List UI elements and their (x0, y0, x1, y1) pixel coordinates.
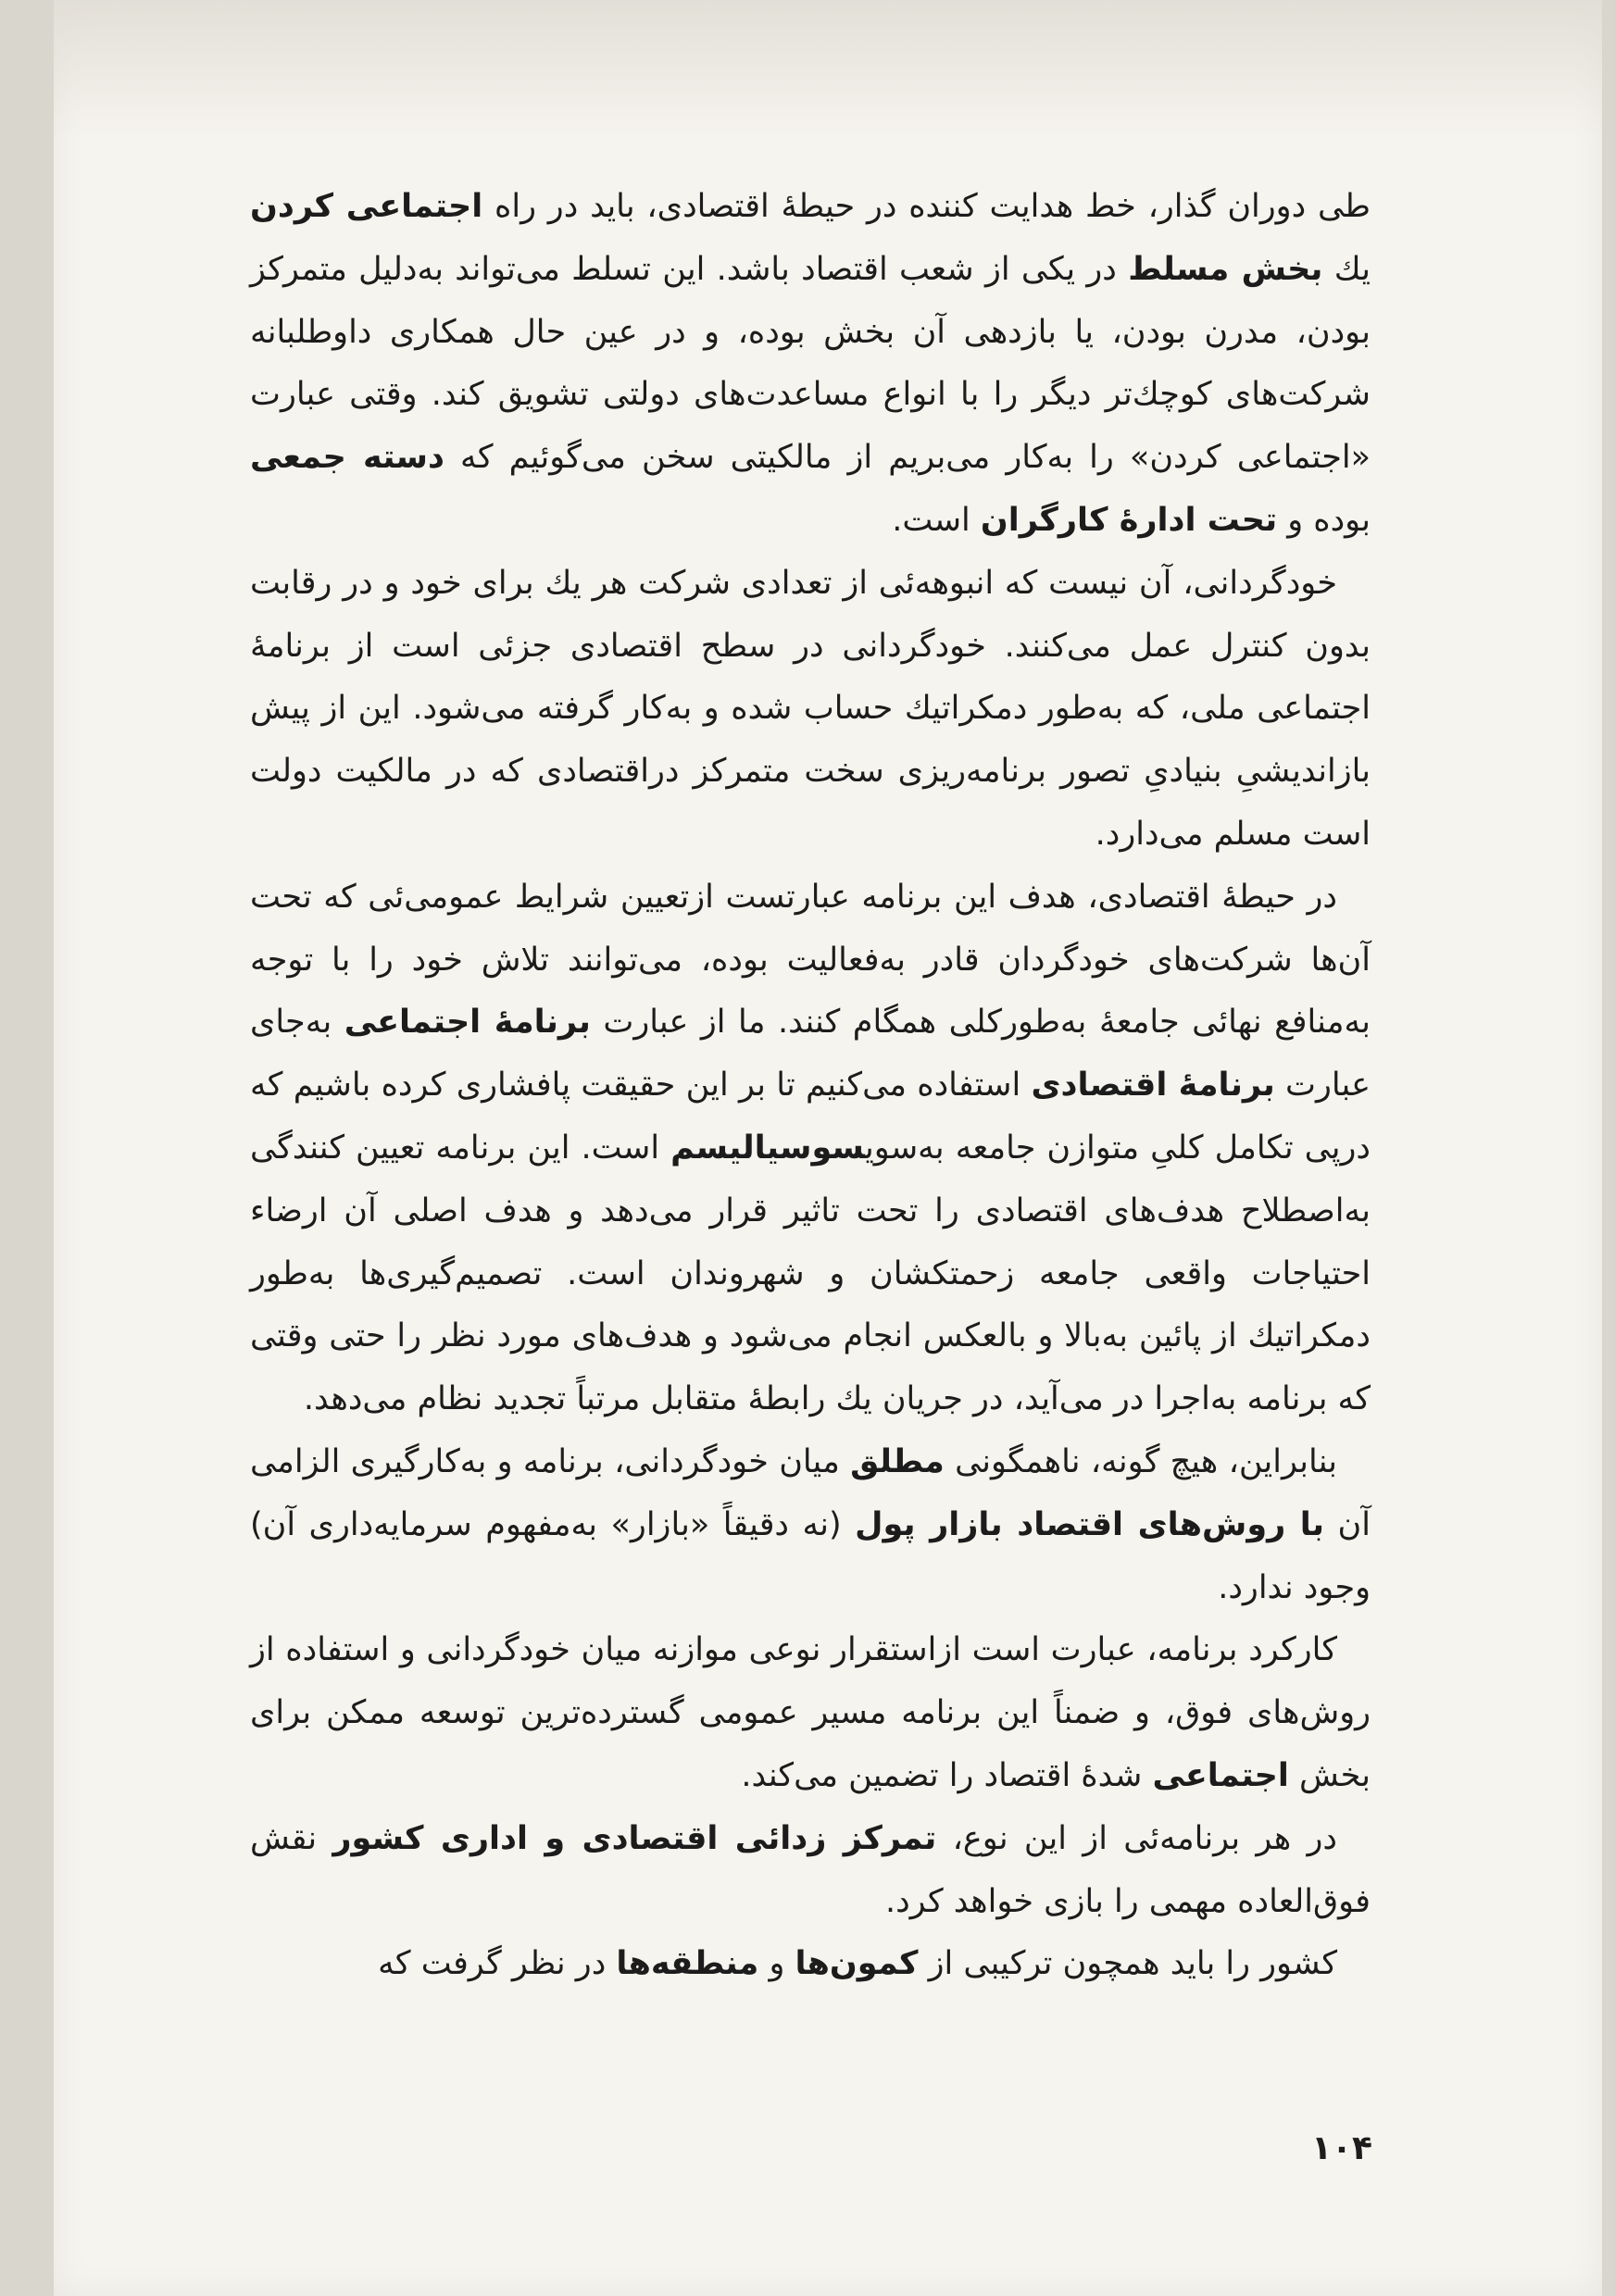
bold-phrase: با روش‌های اقتصاد بازار پول (855, 1505, 1325, 1543)
text-run: (نه دقیقاً «بازار» به‌مفهوم سرمایه‌داری آن) وجود ندارد. (250, 1505, 1371, 1606)
text-run: یك (1322, 250, 1371, 288)
text-run: است. (892, 501, 981, 539)
bold-phrase: کمون‌ها (795, 1945, 919, 1983)
text-run: در هر برنامه‌ئی از این نوع، (936, 1819, 1337, 1857)
text-run: نقش فوق‌العاده مهمی را بازی خواهد کرد. (250, 1819, 1371, 1920)
bold-phrase: اجتماعی (1152, 1756, 1289, 1794)
text-run: میان خودگردانی، برنامه و به‌کارگیری الزامی آن (250, 1442, 1371, 1543)
paragraph (250, 553, 1371, 867)
paragraph (250, 1619, 1371, 1807)
text-run: در نظر گرفت که (378, 1945, 617, 1983)
bold-phrase: اجتماعی کردن (250, 188, 483, 225)
text-run: بنابراین، هیچ گونه، ناهمگونی (944, 1442, 1337, 1480)
bold-phrase: دسته جمعی (250, 439, 444, 477)
text-run: در یکی از شعب اقتصاد باشد. این تسلط می‌تواند به‌دلیل متمرکز بودن، مدرن بودن، یا بازدهی آن بخش بوده، و در عین حال همکاری داوطلبانه شرکت‌های کوچك‌تر دیگر را با انواع مساعدت‌های دولتی تشویق کند. وقتی عبارت «اجتماعی کردن» را به‌کار می‌بریم از مالکیتی سخن می‌گوئیم که (250, 250, 1371, 477)
page-shadow (54, 0, 1602, 139)
paragraph (250, 1933, 1371, 1996)
text-run: در حیطهٔ اقتصادی، هدف این برنامه عبارتست ازتعیین شرایط عمومی‌ئی که تحت آن‌ها شرکت‌های خودگردان قادر به‌فعالیت بوده، می‌توانند تلاش خود را با توجه به‌منافع نهائی جامعهٔ به‌طورکلی همگام کنند. ما از عبارت (250, 878, 1371, 1042)
body-text (250, 176, 1371, 1996)
bold-phrase: تحت ادارهٔ کارگران (980, 501, 1278, 539)
text-run: و (758, 1945, 795, 1983)
bold-phrase: منطقه‌ها (616, 1945, 759, 1983)
text-run: طی دوران گذار، خط هدایت کننده در حیطهٔ اقتصادی، باید در راه (482, 188, 1371, 225)
bold-phrase: تمرکز زدائی اقتصادی و اداری کشور (332, 1819, 937, 1857)
text-run: کشور را باید همچون ترکیبی از (918, 1945, 1337, 1983)
bold-phrase: برنامهٔ اجتماعی (344, 1004, 591, 1042)
text-run: کارکرد برنامه، عبارت است ازاستقرار نوعی موازنه میان خودگردانی و استفاده از روش‌های فوق، و ضمناً این برنامه مسیر عمومی گسترده‌ترین توسعه ممکن برای بخش (250, 1631, 1371, 1794)
text-run: خودگردانی، آن نیست که انبوهه‌ئی از تعدادی شرکت هر یك برای خود و در رقابت بدون کنترل عمل می‌کنند. خودگردانی در سطح اقتصادی جزئی است از برنامهٔ اجتماعی ملی، که به‌طور دمکراتیك حساب شده و به‌کار گرفته می‌شود. این از پیش بازاندیشیِ بنیادیِ تصور برنامه‌ریزی سخت متمرکز دراقتصادی که در مالکیت دولت است مسلم می‌دارد. (250, 564, 1371, 853)
bold-phrase: مطلق (850, 1442, 945, 1480)
paragraph (250, 1808, 1371, 1934)
text-run: شدهٔ اقتصاد را تضمین می‌کند. (741, 1756, 1153, 1794)
bold-phrase: برنامهٔ اقتصادی (1031, 1067, 1275, 1104)
text-run: است. این برنامه تعیین کنندگی به‌اصطلاح هدف‌های اقتصادی را تحت تاثیر قرار می‌دهد و هدف اصلی آن ارضاء احتیاجات واقعی جامعه زحمتکشان و شهروندان است. تصمیم‌گیری‌ها به‌طور دمکراتیك از پائین به‌بالا و بالعکس انجام می‌شود و هدف‌های مورد نظر را حتی وقتی که برنامه به‌اجرا در می‌آید، در جریان یك رابطهٔ متقابل مرتباً تجدید نظام می‌دهد. (250, 1129, 1371, 1418)
text-run: بوده و (1277, 501, 1371, 539)
text-run: به‌جای عبارت (250, 1004, 1371, 1104)
bold-phrase: بخش مسلط (1128, 250, 1323, 288)
bold-phrase: سوسیالیسم (670, 1129, 866, 1167)
paragraph (250, 176, 1371, 553)
text-run: استفاده می‌کنیم تا بر این حقیقت پافشاری کرده باشیم که درپی تکامل کلیِ متوازن جامعه به‌سوی (250, 1067, 1371, 1167)
paragraph (250, 1431, 1371, 1619)
paragraph (250, 867, 1371, 1431)
page-number: ۱۰۴ (1311, 2129, 1372, 2167)
